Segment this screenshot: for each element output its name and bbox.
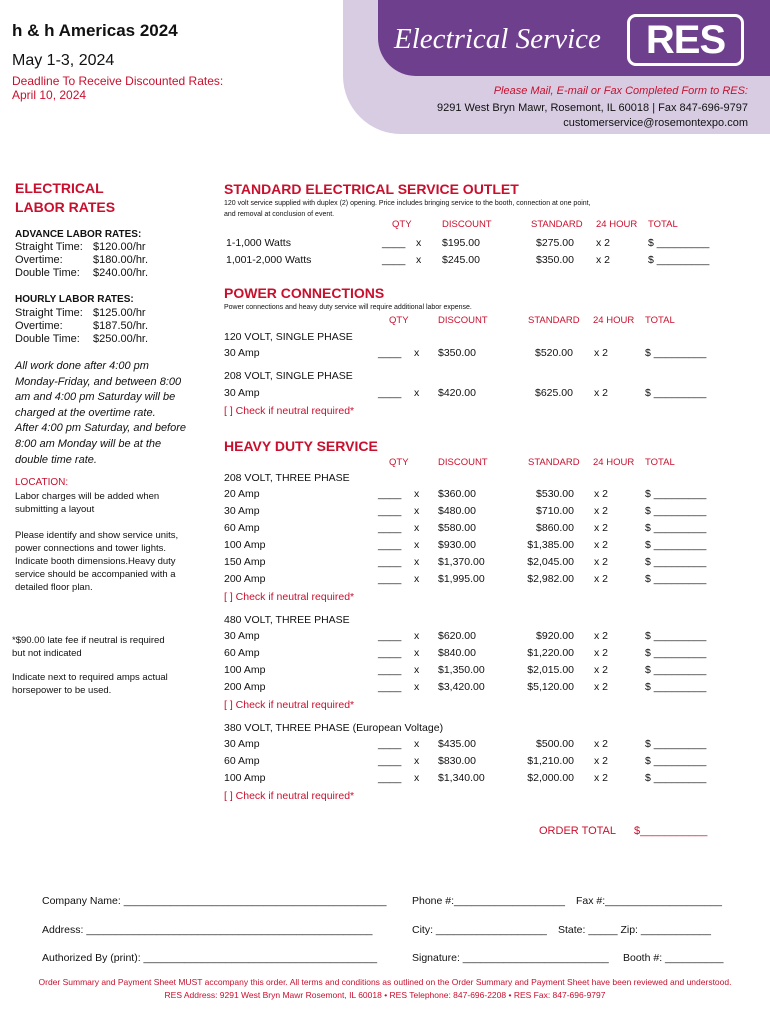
res-logo [627, 14, 744, 66]
discount-price: $245.00 [442, 254, 480, 266]
standard-price: $520.00 [535, 347, 573, 359]
discount-price: $1,995.00 [438, 573, 485, 585]
standard-price: $860.00 [536, 522, 574, 534]
standard-price: $500.00 [536, 738, 574, 750]
advance-rates-heading: ADVANCE LABOR RATES: [15, 229, 142, 240]
mail-instructions: Please Mail, E-mail or Fax Completed Form to RES: [493, 85, 748, 97]
hour24-multiplier: x 2 [594, 630, 609, 642]
standard-price: $350.00 [536, 254, 574, 266]
row-item: 100 Amp [224, 664, 266, 676]
hour24-multiplier: x 2 [594, 664, 609, 676]
hour24-multiplier: x 2 [594, 647, 609, 659]
power-section-title: POWER CONNECTIONS [224, 285, 385, 301]
discount-price: $3,420.00 [438, 681, 485, 693]
col-standard: STANDARD [531, 219, 583, 230]
outlet-section-title: STANDARD ELECTRICAL SERVICE OUTLET [224, 181, 519, 197]
advance-rate-row: Straight Time: $120.00/hr [15, 241, 146, 253]
discount-price: $620.00 [438, 630, 476, 642]
address-field[interactable]: Address: _________________________________________________ [42, 924, 373, 936]
col-discount: DISCOUNT [438, 457, 488, 468]
qty-field[interactable]: ____ [378, 556, 402, 568]
row-item: 1-1,000 Watts [226, 237, 291, 249]
total-field[interactable]: $ _________ [645, 738, 707, 750]
hour24-multiplier: x 2 [594, 505, 609, 517]
qty-field[interactable]: ____ [378, 681, 402, 693]
discount-price: $930.00 [438, 539, 476, 551]
voltage-subheading: 480 VOLT, THREE PHASE [224, 614, 350, 626]
standard-price: $2,015.00 [527, 664, 574, 676]
standard-price: $275.00 [536, 237, 574, 249]
col-discount: DISCOUNT [438, 315, 488, 326]
company-name-field[interactable]: Company Name: _____________________________________________ [42, 895, 387, 907]
times-sign: x [416, 254, 422, 266]
total-field[interactable]: $ _________ [645, 539, 707, 551]
total-field[interactable]: $ _________ [645, 488, 707, 500]
hour24-multiplier: x 2 [594, 755, 609, 767]
hour24-multiplier: x 2 [594, 488, 609, 500]
hourly-rate-row: Overtime: $187.50/hr. [15, 320, 149, 332]
qty-field[interactable]: ____ [378, 647, 402, 659]
hour24-multiplier: x 2 [594, 387, 609, 399]
qty-field[interactable]: ____ [378, 738, 402, 750]
voltage-subheading: 380 VOLT, THREE PHASE (European Voltage) [224, 722, 444, 734]
discount-price: $195.00 [442, 237, 480, 249]
qty-field[interactable]: ____ [378, 488, 402, 500]
res-logo-text: RES [645, 18, 726, 62]
discount-price: $580.00 [438, 522, 476, 534]
footer-contact: RES Address: 9291 West Bryn Mawr Rosemont, IL 60018 • RES Telephone: 847-696-2208 • RES Fax: 847-696-9797 [164, 990, 606, 1000]
row-item: 1,001-2,000 Watts [226, 254, 312, 266]
total-field[interactable]: $ _________ [645, 630, 707, 642]
hour24-multiplier: x 2 [594, 738, 609, 750]
row-item: 30 Amp [224, 387, 260, 399]
total-field[interactable]: $ _________ [648, 254, 710, 266]
col-total: TOTAL [645, 457, 675, 468]
standard-price: $710.00 [536, 505, 574, 517]
row-item: 60 Amp [224, 522, 260, 534]
col-discount: DISCOUNT [442, 219, 492, 230]
col-total: TOTAL [648, 219, 678, 230]
standard-price: $625.00 [535, 387, 573, 399]
times-sign: x [414, 387, 420, 399]
col-qty: QTY [389, 457, 409, 468]
row-item: 20 Amp [224, 488, 260, 500]
neutral-checkbox[interactable]: [ ] Check if neutral required* [224, 591, 355, 603]
location-heading: LOCATION: [15, 477, 69, 488]
times-sign: x [414, 522, 420, 534]
times-sign: x [414, 347, 420, 359]
col-standard: STANDARD [528, 457, 580, 468]
hour24-multiplier: x 2 [596, 254, 611, 266]
times-sign: x [414, 664, 420, 676]
discount-price: $420.00 [438, 387, 476, 399]
discount-price: $840.00 [438, 647, 476, 659]
late-fee-note: *$90.00 late fee if neutral is required but not indicated [12, 635, 165, 659]
total-field[interactable]: $ _________ [645, 681, 707, 693]
hour24-multiplier: x 2 [596, 237, 611, 249]
total-field[interactable]: $ _________ [645, 772, 707, 784]
outlet-description: 120 volt service supplied with duplex (2) opening. Price includes bringing service to the booth, connection at one point, and removal at conclusion of event. [224, 200, 591, 218]
hour24-multiplier: x 2 [594, 539, 609, 551]
total-field[interactable]: $ _________ [645, 556, 707, 568]
standard-price: $5,120.00 [527, 681, 574, 693]
qty-field[interactable]: ____ [378, 772, 402, 784]
location-note: Labor charges will be added when submitting a layout [15, 491, 160, 515]
authorized-by-field[interactable]: Authorized By (print): ________________________________________ [42, 952, 378, 964]
res-email-link[interactable]: customerservice@rosemontexpo.com [563, 117, 748, 129]
labor-rates-heading: ELECTRICAL LABOR RATES [15, 180, 116, 215]
discount-price: $1,370.00 [438, 556, 485, 568]
total-field[interactable]: $ _________ [645, 505, 707, 517]
col-standard: STANDARD [528, 315, 580, 326]
phone-field[interactable]: Phone #:___________________ [412, 895, 565, 907]
standard-price: $1,220.00 [527, 647, 574, 659]
times-sign: x [416, 237, 422, 249]
discount-price: $360.00 [438, 488, 476, 500]
voltage-subheading: 208 VOLT, SINGLE PHASE [224, 370, 353, 382]
neutral-checkbox[interactable]: [ ] Check if neutral required* [224, 790, 355, 802]
identify-note: Please identify and show service units, power connections and tower lights. Indicate booth dimensions.Heavy duty service should be accompanied with a detailed floor plan. [15, 530, 179, 593]
hour24-multiplier: x 2 [594, 522, 609, 534]
row-item: 30 Amp [224, 347, 260, 359]
standard-price: $2,000.00 [527, 772, 574, 784]
total-field[interactable]: $ _________ [645, 387, 707, 399]
times-sign: x [414, 505, 420, 517]
event-dates: May 1-3, 2024 [12, 52, 115, 69]
hour24-multiplier: x 2 [594, 772, 609, 784]
row-item: 200 Amp [224, 573, 266, 585]
standard-price: $920.00 [536, 630, 574, 642]
col-24hour: 24 HOUR [593, 457, 635, 468]
row-item: 30 Amp [224, 505, 260, 517]
times-sign: x [414, 647, 420, 659]
footer-terms: Order Summary and Payment Sheet MUST accompany this order. All terms and conditions as outlined on the Order Summary and Payment Sheet have been reviewed and understood. [38, 977, 732, 987]
voltage-subheading: 208 VOLT, THREE PHASE [224, 472, 350, 484]
overtime-note: All work done after 4:00 pm Monday-Friday, and between 8:00 am and 4:00 pm Saturday will be charged at the overtime rate. After 4:00 pm Saturday, and before 8:00 am Monday will be at the double time rate. [15, 360, 187, 466]
total-field[interactable]: $ _________ [648, 237, 710, 249]
col-qty: QTY [389, 315, 409, 326]
neutral-checkbox[interactable]: [ ] Check if neutral required* [224, 699, 355, 711]
discount-price: $1,340.00 [438, 772, 485, 784]
advance-rate-row: Overtime: $180.00/hr. [15, 254, 149, 266]
col-24hour: 24 HOUR [593, 315, 635, 326]
neutral-checkbox[interactable]: [ ] Check if neutral required* [224, 405, 355, 417]
row-item: 200 Amp [224, 681, 266, 693]
footer [0, 976, 770, 1002]
voltage-subheading: 120 VOLT, SINGLE PHASE [224, 331, 353, 343]
total-field[interactable]: $ _________ [645, 573, 707, 585]
state-zip-field[interactable]: State: _____ Zip: ____________ [558, 924, 711, 936]
qty-field[interactable]: ____ [382, 254, 406, 266]
amps-note: Indicate next to required amps actual horsepower to be used. [12, 672, 168, 696]
order-total-label: ORDER TOTAL [539, 825, 617, 837]
times-sign: x [414, 772, 420, 784]
row-item: 150 Amp [224, 556, 266, 568]
row-item: 60 Amp [224, 755, 260, 767]
col-total: TOTAL [645, 315, 675, 326]
qty-field[interactable]: ____ [382, 237, 406, 249]
total-field[interactable]: $ _________ [645, 522, 707, 534]
qty-field[interactable]: ____ [378, 539, 402, 551]
total-field[interactable]: $ _________ [645, 664, 707, 676]
qty-field[interactable]: ____ [378, 630, 402, 642]
hour24-multiplier: x 2 [594, 681, 609, 693]
col-qty: QTY [392, 219, 412, 230]
qty-field[interactable]: ____ [378, 347, 402, 359]
service-title: Electrical Service [394, 23, 601, 55]
qty-field[interactable]: ____ [378, 387, 402, 399]
row-item: 100 Amp [224, 539, 266, 551]
total-field[interactable]: $ _________ [645, 347, 707, 359]
standard-price: $530.00 [536, 488, 574, 500]
booth-field[interactable]: Booth #: __________ [623, 952, 724, 964]
qty-field[interactable]: ____ [378, 522, 402, 534]
hourly-rate-row: Double Time: $250.00/hr. [15, 333, 149, 345]
signature-field[interactable]: Signature: _________________________ [412, 952, 609, 964]
discount-price: $350.00 [438, 347, 476, 359]
row-item: 60 Amp [224, 647, 260, 659]
standard-price: $1,385.00 [527, 539, 574, 551]
row-item: 100 Amp [224, 772, 266, 784]
event-title: h & h Americas 2024 [12, 21, 178, 40]
times-sign: x [414, 738, 420, 750]
times-sign: x [414, 630, 420, 642]
advance-rate-row: Double Time: $240.00/hr. [15, 267, 149, 279]
times-sign: x [414, 539, 420, 551]
col-24hour: 24 HOUR [596, 219, 638, 230]
total-field[interactable]: $ _________ [645, 647, 707, 659]
row-item: 30 Amp [224, 630, 260, 642]
times-sign: x [414, 755, 420, 767]
standard-price: $1,210.00 [527, 755, 574, 767]
deadline-text: Deadline To Receive Discounted Rates: April 10, 2024 [12, 74, 224, 102]
times-sign: x [414, 573, 420, 585]
standard-price: $2,982.00 [527, 573, 574, 585]
hourly-rates-heading: HOURLY LABOR RATES: [15, 294, 134, 305]
discount-price: $1,350.00 [438, 664, 485, 676]
qty-field[interactable]: ____ [378, 573, 402, 585]
hour24-multiplier: x 2 [594, 573, 609, 585]
hour24-multiplier: x 2 [594, 556, 609, 568]
standard-price: $2,045.00 [527, 556, 574, 568]
hour24-multiplier: x 2 [594, 347, 609, 359]
row-item: 30 Amp [224, 738, 260, 750]
heavy-section-title: HEAVY DUTY SERVICE [224, 438, 378, 454]
times-sign: x [414, 488, 420, 500]
total-field[interactable]: $ _________ [645, 755, 707, 767]
power-description: Power connections and heavy duty service will require additional labor expense. [224, 304, 472, 311]
discount-price: $435.00 [438, 738, 476, 750]
qty-field[interactable]: ____ [378, 755, 402, 767]
hourly-rate-row: Straight Time: $125.00/hr [15, 307, 146, 319]
res-address: 9291 West Bryn Mawr, Rosemont, IL 60018 | Fax 847-696-9797 [436, 102, 748, 114]
order-total-field[interactable]: $___________ [634, 825, 708, 837]
times-sign: x [414, 556, 420, 568]
times-sign: x [414, 681, 420, 693]
discount-price: $830.00 [438, 755, 476, 767]
qty-field[interactable]: ____ [378, 505, 402, 517]
qty-field[interactable]: ____ [378, 664, 402, 676]
city-field[interactable]: City: ___________________ [412, 924, 547, 936]
discount-price: $480.00 [438, 505, 476, 517]
fax-field[interactable]: Fax #:____________________ [576, 895, 722, 907]
